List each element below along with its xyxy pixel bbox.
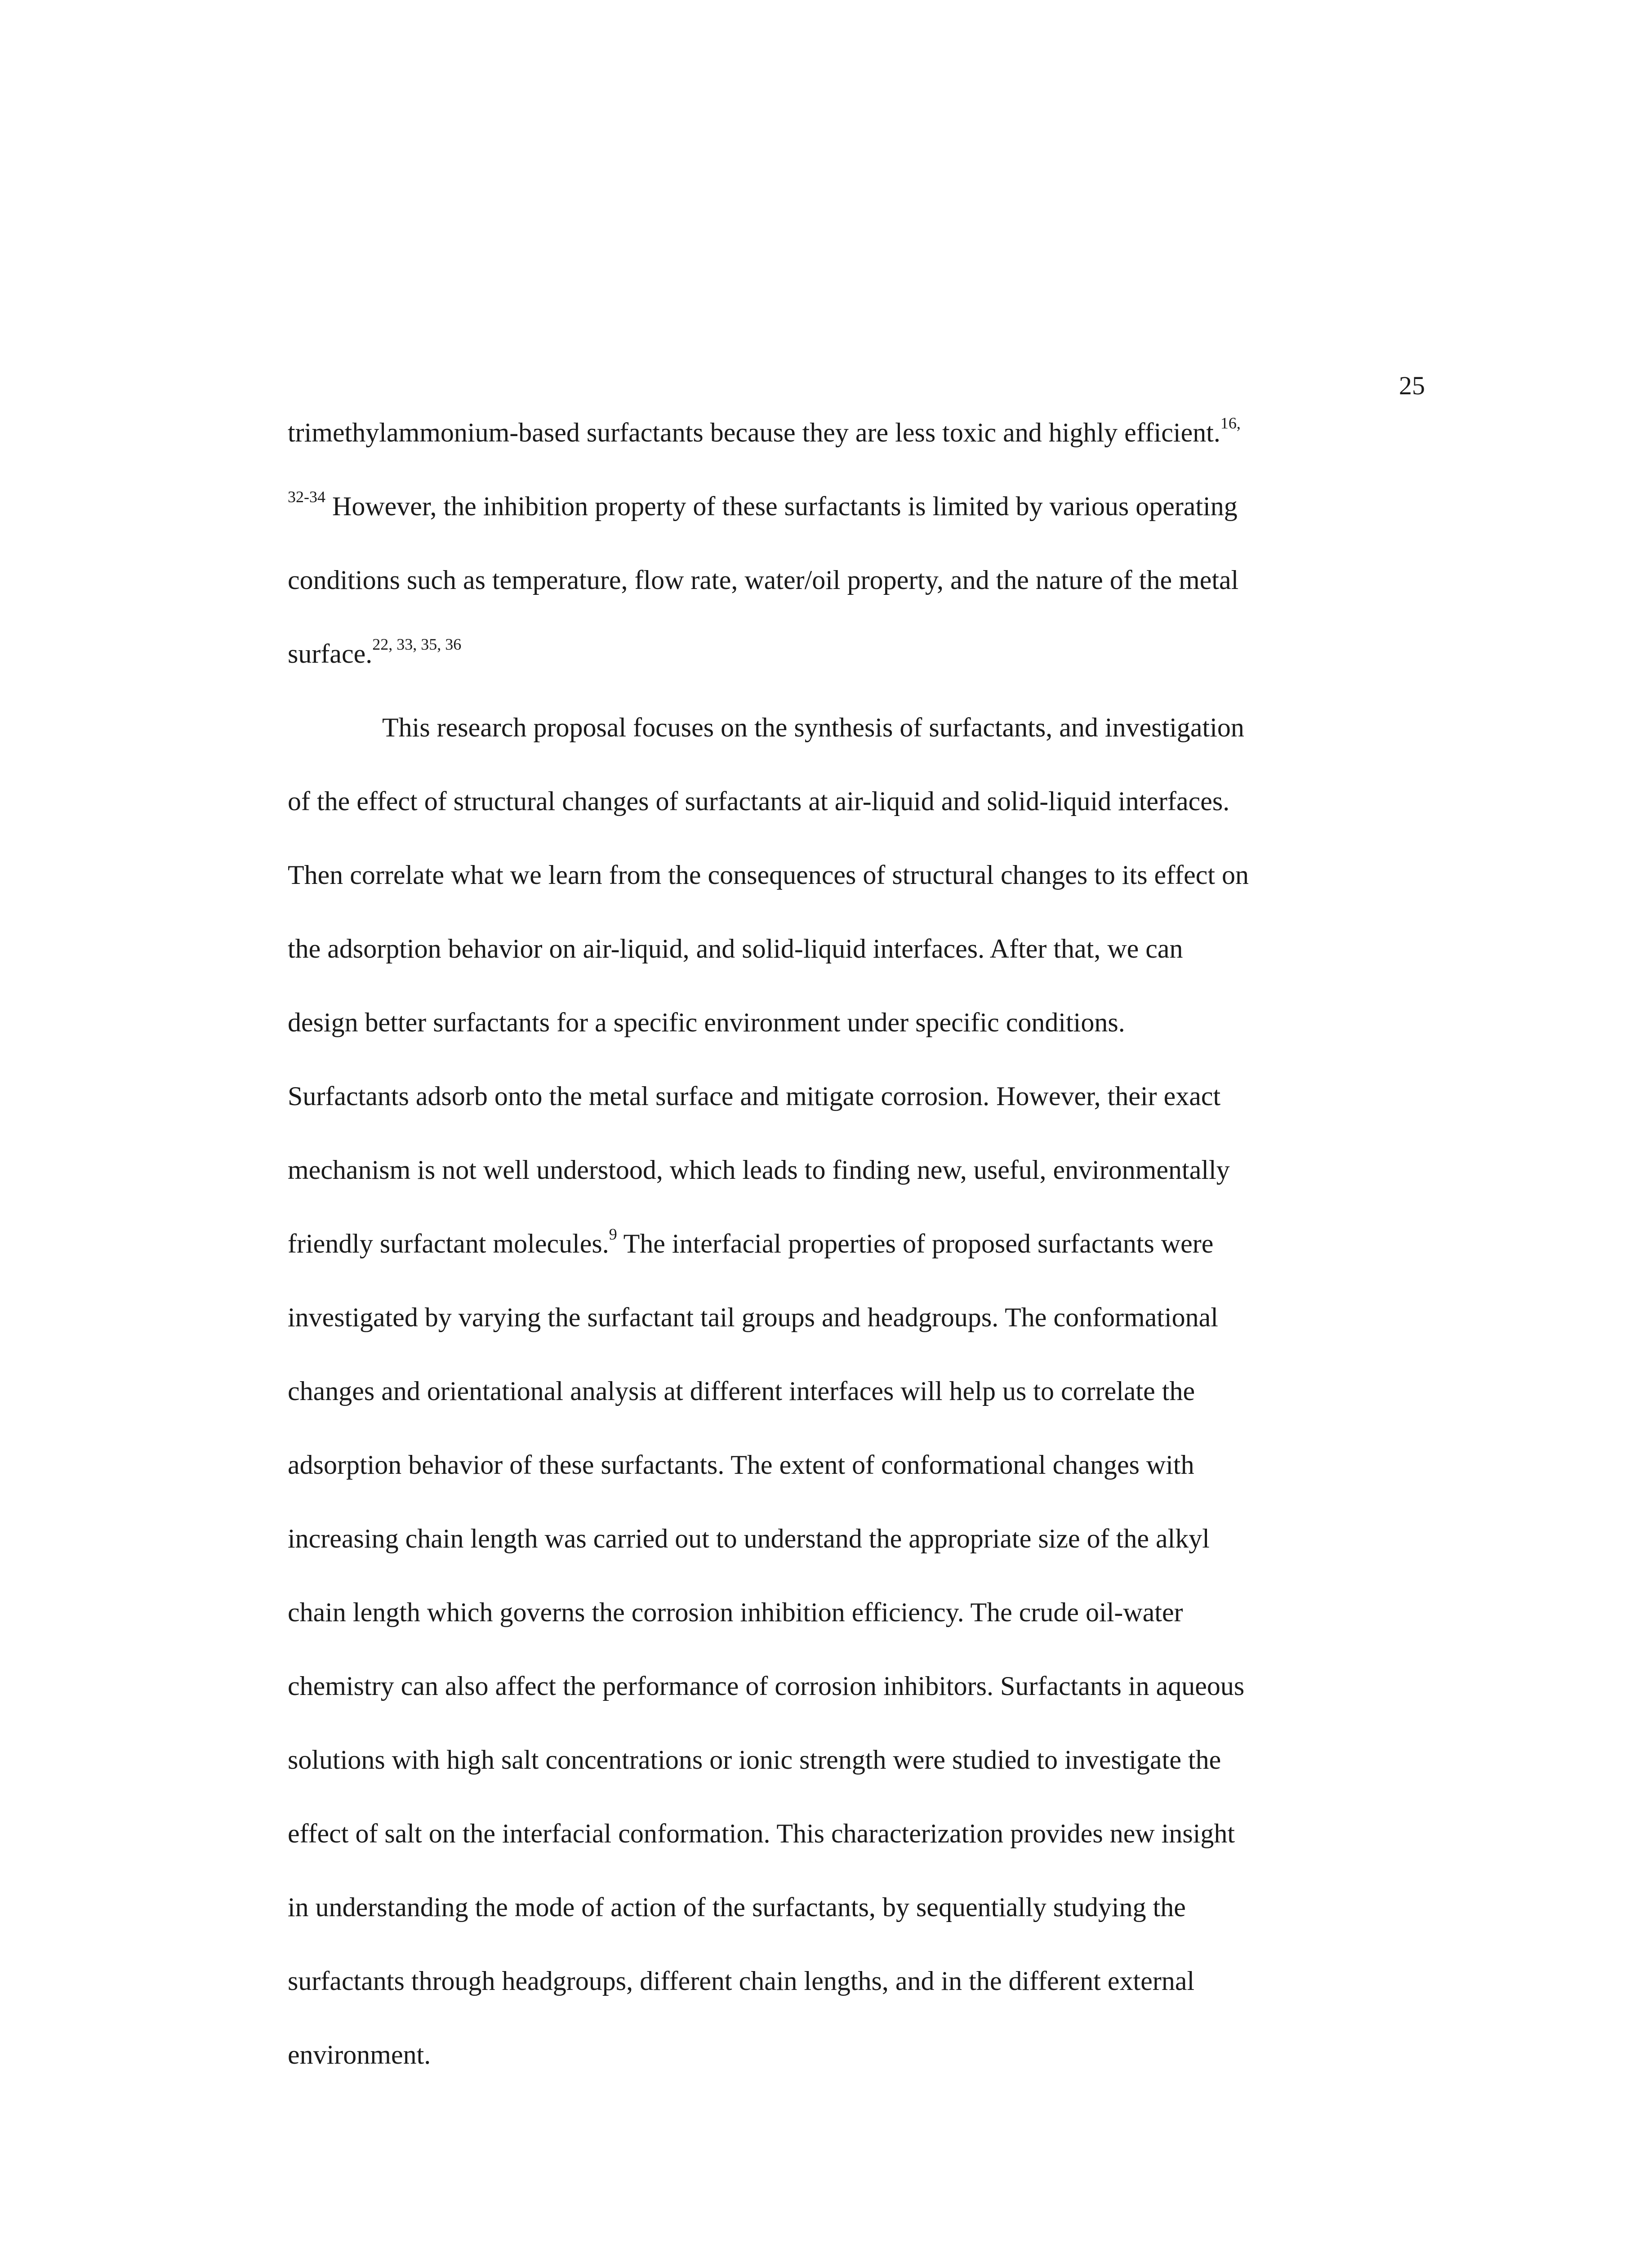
citation-superscript: 16, <box>1220 414 1241 432</box>
text-line-20: effect of salt on the interfacial conformation. This characterization provides new insight <box>288 1819 1235 1848</box>
text-line-14: changes and orientational analysis at different interfaces will help us to correlate the <box>288 1376 1195 1406</box>
page-number: 25 <box>1399 371 1425 400</box>
text-line-9: design better surfactants for a specific environment under specific conditions. <box>288 1008 1125 1037</box>
citation-superscript: 9 <box>609 1225 617 1243</box>
citation-superscript: 32-34 <box>288 488 325 506</box>
text-line-18: chemistry can also affect the performance of corrosion inhibitors. Surfactants in aqueous <box>288 1671 1245 1701</box>
citation-superscript: 22, 33, 35, 36 <box>372 635 462 653</box>
body-text <box>288 396 1438 2092</box>
text-line-3: conditions such as temperature, flow rate, water/oil property, and the nature of the metal <box>288 565 1239 595</box>
text-line-23: environment. <box>288 2040 431 2070</box>
text-line-11: mechanism is not well understood, which leads to finding new, useful, environmentally <box>288 1155 1230 1185</box>
text-line-6: of the effect of structural changes of surfactants at air-liquid and solid-liquid interfaces. <box>288 786 1230 816</box>
text-line-2: $^{32-34}$ However, the inhibition property of these surfactants is limited by various operating <box>288 488 1238 521</box>
text-line-17: chain length which governs the corrosion inhibition efficiency. The crude oil-water <box>288 1597 1183 1627</box>
text-line-13: investigated by varying the surfactant tail groups and headgroups. The conformational <box>288 1302 1218 1332</box>
text-line-21: in understanding the mode of action of the surfactants, by sequentially studying the <box>288 1892 1186 1922</box>
text-line-8: the adsorption behavior on air-liquid, and solid-liquid interfaces. After that, we can <box>288 934 1183 963</box>
text-line-12: friendly surfactant molecules.$^9$ The interfacial properties of proposed surfactants were <box>288 1225 1214 1258</box>
text-line-1: trimethylammonium-based surfactants because they are less toxic and highly efficient.$^{16,}$ <box>288 414 1241 447</box>
text-line-7: Then correlate what we learn from the consequences of structural changes to its effect on <box>288 860 1249 890</box>
text-line-5-paragraph-start: This research proposal focuses on the synthesis of surfactants, and investigation <box>382 713 1244 742</box>
text-line-4: surface.$^{22, 33, 35, 36}$ <box>288 635 462 669</box>
text-line-15: adsorption behavior of these surfactants. The extent of conformational changes with <box>288 1450 1194 1480</box>
text-line-16: increasing chain length was carried out to understand the appropriate size of the alkyl <box>288 1524 1210 1553</box>
text-line-19: solutions with high salt concentrations or ionic strength were studied to investigate the <box>288 1745 1221 1775</box>
text-line-22: surfactants through headgroups, different chain lengths, and in the different external <box>288 1966 1195 1996</box>
text-line-10: Surfactants adsorb onto the metal surface and mitigate corrosion. However, their exact <box>288 1081 1221 1111</box>
